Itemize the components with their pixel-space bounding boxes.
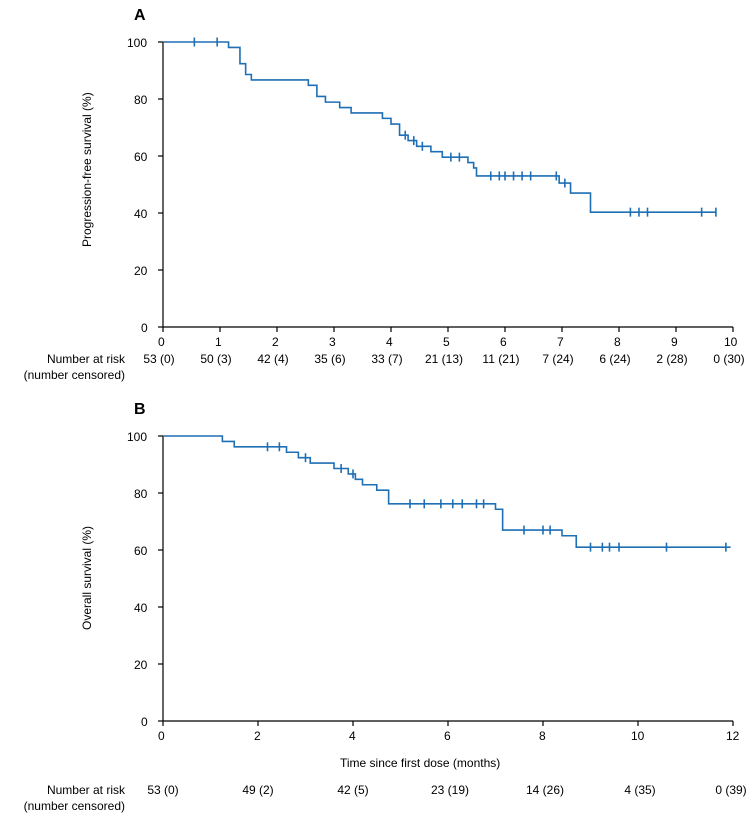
panel-a-risk-value: 0 (30) xyxy=(713,352,745,366)
panel-a-xtick-1: 1 xyxy=(215,335,222,349)
panel-b-risk-value: 0 (39) xyxy=(715,783,747,797)
panel-b-xtick-12: 12 xyxy=(726,729,740,743)
panel-a-ytick-60: 60 xyxy=(134,150,148,164)
panel-b-xtick-2: 2 xyxy=(254,729,261,743)
panel-a-xtick-0: 0 xyxy=(158,335,165,349)
panel-a-ytick-20: 20 xyxy=(134,264,148,278)
panel-b-xtick-8: 8 xyxy=(539,729,546,743)
panel-b-x-axis-label: Time since first dose (months) xyxy=(340,756,501,770)
panel-b-risk-value: 42 (5) xyxy=(337,783,369,797)
panel-a-xtick-6: 6 xyxy=(500,335,507,349)
panel-b-ytick-0: 0 xyxy=(141,715,148,729)
panel-b-risk-value: 53 (0) xyxy=(147,783,179,797)
panel-b-xtick-10: 10 xyxy=(631,729,645,743)
panel-a-y-axis-label: Progression-free survival (%) xyxy=(80,92,94,247)
panel-b-y-axis-label: Overall survival (%) xyxy=(80,525,94,630)
panel-a-letter: A xyxy=(134,7,146,24)
panel-b-ytick-20: 20 xyxy=(134,658,148,672)
panel-a-risk-value: 7 (24) xyxy=(542,352,574,366)
panel-a-risk-value: 33 (7) xyxy=(371,352,403,366)
panel-a-ytick-80: 80 xyxy=(134,93,148,107)
panel-a-ytick-100: 100 xyxy=(127,36,148,50)
panel-b-risk-title-line1: Number at risk xyxy=(46,783,125,797)
panel-b-letter: B xyxy=(134,401,146,418)
panel-a-risk-value: 53 (0) xyxy=(143,352,175,366)
panel-a-xtick-8: 8 xyxy=(614,335,621,349)
panel-a-xtick-5: 5 xyxy=(443,335,450,349)
panel-b-xtick-6: 6 xyxy=(444,729,451,743)
panel-a-xtick-9: 9 xyxy=(671,335,678,349)
panel-a-risk-value: 42 (4) xyxy=(257,352,289,366)
panel-a-risk-value: 50 (3) xyxy=(200,352,232,366)
panel-a-risk-value: 21 (13) xyxy=(424,352,464,366)
panel-a-risk-title-line1: Number at risk xyxy=(46,352,125,366)
panel-a-xtick-7: 7 xyxy=(557,335,564,349)
panel-b-risk-value: 14 (26) xyxy=(525,783,565,797)
panel-b-ytick-60: 60 xyxy=(134,544,148,558)
panel-b-risk-value: 23 (19) xyxy=(430,783,470,797)
panel-a-xtick-10: 10 xyxy=(724,335,738,349)
panel-a-risk-value: 6 (24) xyxy=(599,352,631,366)
panel-a-xtick-2: 2 xyxy=(272,335,279,349)
panel-b-risk-title-line2: (number censored) xyxy=(23,799,125,813)
panel-b-risk-value: 49 (2) xyxy=(242,783,274,797)
panel-a-ytick-0: 0 xyxy=(141,321,148,335)
panel-a-xtick-4: 4 xyxy=(386,335,393,349)
panel-b-xtick-0: 0 xyxy=(158,729,165,743)
panel-a-risk-value: 35 (6) xyxy=(314,352,346,366)
panel-b-xtick-4: 4 xyxy=(349,729,356,743)
panel-a-xtick-3: 3 xyxy=(329,335,336,349)
panel-a-risk-title-line2: (number censored) xyxy=(23,368,125,382)
panel-b-ytick-100: 100 xyxy=(127,430,148,444)
panel-a-ytick-40: 40 xyxy=(134,207,148,221)
panel-a-risk-value: 11 (21) xyxy=(482,352,520,366)
panel-b-risk-value: 4 (35) xyxy=(624,783,656,797)
panel-b-ytick-40: 40 xyxy=(134,601,148,615)
panel-a-risk-value: 2 (28) xyxy=(656,352,688,366)
panel-b-ytick-80: 80 xyxy=(134,487,148,501)
